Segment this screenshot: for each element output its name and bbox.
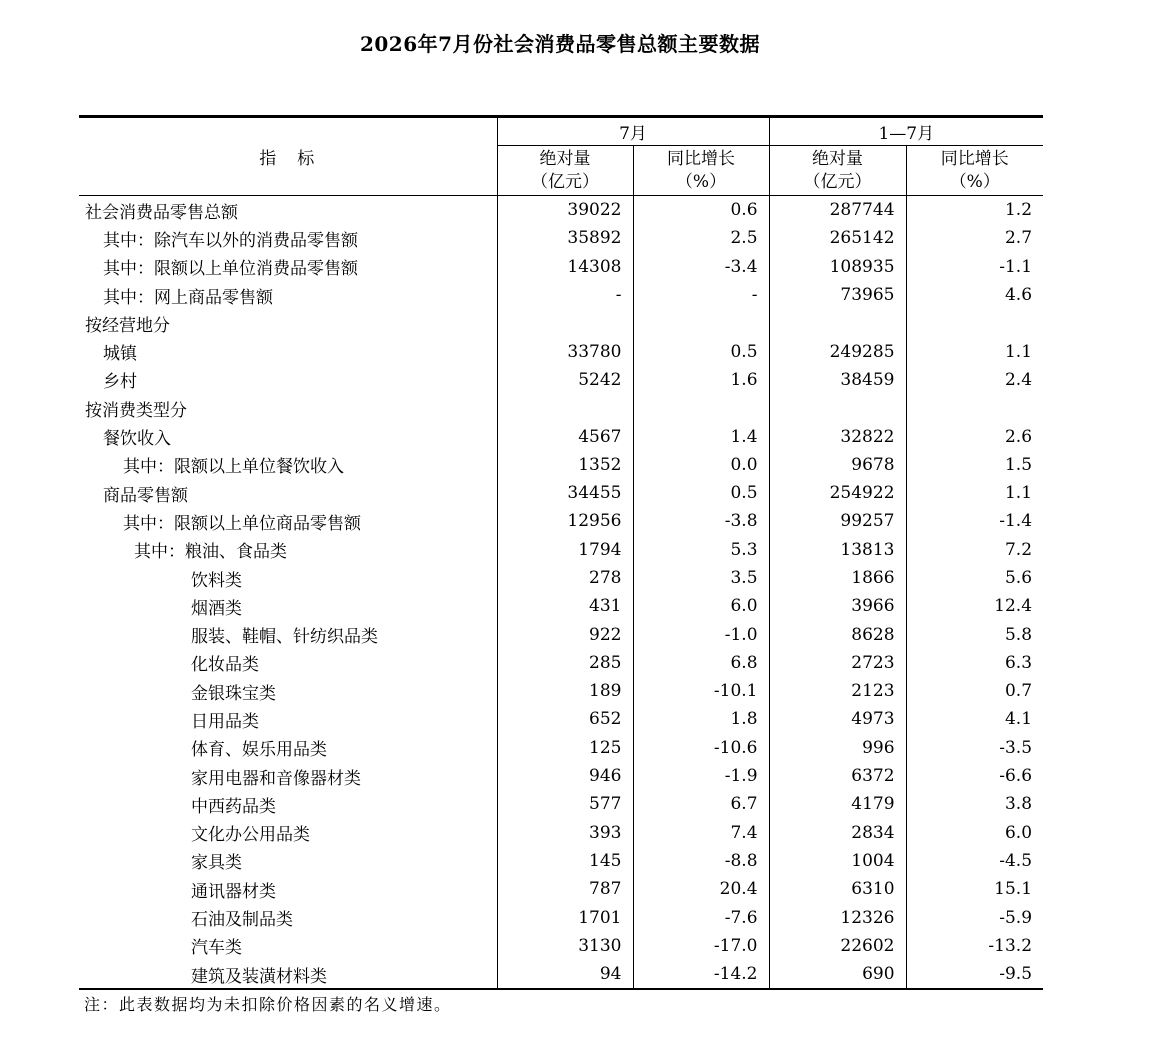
month-growth-cell: -17.0 xyxy=(633,932,769,960)
month-growth-cell: -8.8 xyxy=(633,847,769,875)
month-growth-cell xyxy=(633,394,769,422)
row-label: 乡村 xyxy=(79,366,497,394)
ytd-growth-cell: -9.5 xyxy=(906,960,1043,989)
row-label: 餐饮收入 xyxy=(79,422,497,450)
month-growth-cell: -1.9 xyxy=(633,762,769,790)
row-label: 城镇 xyxy=(79,337,497,365)
ytd-abs-cell: 32822 xyxy=(769,422,906,450)
ytd-abs-cell: 3966 xyxy=(769,592,906,620)
month-growth-cell: 0.6 xyxy=(633,196,769,225)
abs-unit: （亿元） xyxy=(803,171,872,192)
month-growth-cell: 6.7 xyxy=(633,790,769,818)
row-label: 通讯器材类 xyxy=(79,875,497,903)
ytd-growth-cell: -4.5 xyxy=(999,850,1033,871)
month-abs-cell: 39022 xyxy=(497,196,633,225)
ytd-growth-cell: 1.5 xyxy=(1004,454,1033,475)
ytd-abs-cell: 2834 xyxy=(769,819,906,847)
ytd-growth-cell: -13.2 xyxy=(988,935,1033,956)
table-body xyxy=(79,196,1043,990)
table-row xyxy=(79,819,1043,847)
ytd-abs-cell xyxy=(769,394,906,422)
table-row xyxy=(79,337,1043,365)
retail-sales-table xyxy=(79,115,1043,990)
row-label: 金银珠宝类 xyxy=(79,677,497,705)
row-label: 其中：除汽车以外的消费品零售额 xyxy=(79,224,497,252)
month-growth-header xyxy=(633,146,769,196)
table-row xyxy=(79,479,1043,507)
ytd-abs-cell: 12326 xyxy=(769,903,906,931)
month-growth-cell: 1.4 xyxy=(633,422,769,450)
month-growth-cell: 5.3 xyxy=(633,536,769,564)
table-row xyxy=(79,875,1043,903)
table-row xyxy=(79,847,1043,875)
row-label: 汽车类 xyxy=(79,932,497,960)
table-row xyxy=(79,903,1043,931)
row-label: 石油及制品类 xyxy=(79,903,497,931)
ytd-growth-cell: 6.3 xyxy=(1004,652,1033,673)
table-header xyxy=(79,117,1043,196)
ytd-growth-cell: -5.9 xyxy=(999,907,1033,928)
ytd-abs-header xyxy=(769,146,906,196)
month-abs-cell: - xyxy=(497,281,633,309)
table-row xyxy=(79,705,1043,733)
month-growth-cell xyxy=(633,309,769,337)
ytd-growth-cell: 12.4 xyxy=(994,596,1033,617)
ytd-abs-cell: 6310 xyxy=(769,875,906,903)
table-row xyxy=(79,677,1043,705)
table-row xyxy=(79,422,1043,450)
growth-unit: （%） xyxy=(675,171,727,192)
table-row xyxy=(79,224,1043,252)
ytd-growth-cell xyxy=(906,394,1043,422)
ytd-abs-cell: 6372 xyxy=(769,762,906,790)
row-label: 烟酒类 xyxy=(79,592,497,620)
ytd-abs-cell: 38459 xyxy=(769,366,906,394)
month-growth-cell: 0.5 xyxy=(633,337,769,365)
ytd-period-header: 1—7月 xyxy=(769,117,1043,146)
abs-label: 绝对量 xyxy=(539,148,591,169)
month-abs-cell: 4567 xyxy=(497,422,633,450)
row-label: 饮料类 xyxy=(79,564,497,592)
month-abs-cell: 922 xyxy=(497,620,633,648)
ytd-abs-cell: 2723 xyxy=(769,649,906,677)
ytd-abs-cell: 9678 xyxy=(769,451,906,479)
ytd-abs-cell: 73965 xyxy=(769,281,906,309)
ytd-abs-cell: 99257 xyxy=(769,507,906,535)
month-abs-cell: 1701 xyxy=(497,903,633,931)
month-abs-cell: 652 xyxy=(497,705,633,733)
month-growth-cell: 1.8 xyxy=(633,705,769,733)
row-label: 社会消费品零售总额 xyxy=(79,196,497,225)
row-label: 家用电器和音像器材类 xyxy=(79,762,497,790)
row-label: 按经营地分 xyxy=(79,309,497,337)
table-row xyxy=(79,620,1043,648)
ytd-growth-cell: 5.6 xyxy=(1004,568,1033,588)
month-period-header: 7月 xyxy=(497,117,769,146)
ytd-abs-cell: 254922 xyxy=(769,479,906,507)
ytd-growth-cell: 4.6 xyxy=(1004,285,1033,306)
table-row xyxy=(79,309,1043,337)
table-row xyxy=(79,253,1043,281)
month-growth-cell: 1.6 xyxy=(633,366,769,394)
month-abs-cell: 285 xyxy=(497,649,633,677)
table-row xyxy=(79,762,1043,790)
ytd-growth-cell: 7.2 xyxy=(1004,539,1033,560)
table-row xyxy=(79,592,1043,620)
growth-label: 同比增长 xyxy=(940,148,1009,169)
abs-unit: （亿元） xyxy=(531,171,599,192)
month-abs-cell: 145 xyxy=(497,847,633,875)
month-growth-cell: -7.6 xyxy=(633,903,769,931)
ytd-growth-cell: 0.7 xyxy=(1004,681,1033,702)
table-row xyxy=(79,536,1043,564)
table-row xyxy=(79,932,1043,960)
ytd-growth-cell: -1.4 xyxy=(999,511,1033,532)
month-growth-cell: 2.5 xyxy=(633,224,769,252)
month-abs-cell: 125 xyxy=(497,734,633,762)
row-label: 其中：限额以上单位消费品零售额 xyxy=(79,253,497,281)
month-abs-header xyxy=(497,146,633,196)
row-label: 其中：网上商品零售额 xyxy=(79,281,497,309)
ytd-growth-cell: -6.6 xyxy=(999,766,1033,787)
table-row xyxy=(79,366,1043,394)
ytd-growth-cell xyxy=(906,309,1043,337)
month-abs-cell xyxy=(497,309,633,337)
month-abs-cell: 12956 xyxy=(497,507,633,535)
month-abs-cell: 189 xyxy=(497,677,633,705)
row-label: 服装、鞋帽、针纺织品类 xyxy=(79,620,497,648)
month-growth-cell: -1.0 xyxy=(633,620,769,648)
row-label: 日用品类 xyxy=(79,705,497,733)
ytd-abs-cell: 22602 xyxy=(769,932,906,960)
month-abs-cell: 3130 xyxy=(497,932,633,960)
growth-label: 同比增长 xyxy=(667,148,735,169)
month-growth-cell: 0.0 xyxy=(633,451,769,479)
month-abs-cell: 278 xyxy=(497,564,633,592)
abs-label: 绝对量 xyxy=(812,148,864,169)
page-title: 2026年7月份社会消费品零售总额主要数据 xyxy=(359,32,761,56)
month-abs-cell: 34455 xyxy=(497,479,633,507)
month-growth-cell: -10.6 xyxy=(633,734,769,762)
ytd-abs-cell: 287744 xyxy=(769,196,906,225)
row-label: 商品零售额 xyxy=(79,479,497,507)
row-label: 其中：限额以上单位餐饮收入 xyxy=(79,451,497,479)
month-abs-cell: 431 xyxy=(497,592,633,620)
row-label: 中西药品类 xyxy=(79,790,497,818)
table-row xyxy=(79,196,1043,225)
ytd-abs-cell: 4973 xyxy=(769,705,906,733)
ytd-growth-cell: 2.7 xyxy=(1004,228,1033,249)
ytd-growth-cell: 2.4 xyxy=(1004,369,1033,390)
ytd-abs-cell: 996 xyxy=(769,734,906,762)
ytd-growth-cell: 1.1 xyxy=(1004,341,1033,362)
row-label: 其中：粮油、食品类 xyxy=(79,536,497,564)
table-row xyxy=(79,564,1043,592)
month-growth-cell: 7.4 xyxy=(633,819,769,847)
month-abs-cell: 33780 xyxy=(497,337,633,365)
month-abs-cell: 577 xyxy=(497,790,633,818)
month-growth-cell: -3.8 xyxy=(633,507,769,535)
ytd-growth-cell: 4.1 xyxy=(1004,709,1033,730)
month-abs-cell xyxy=(497,394,633,422)
ytd-growth-cell: -1.1 xyxy=(999,256,1033,277)
row-label: 文化办公用品类 xyxy=(79,819,497,847)
table-row xyxy=(79,734,1043,762)
month-growth-cell: 20.4 xyxy=(633,875,769,903)
row-label: 按消费类型分 xyxy=(79,394,497,422)
ytd-abs-cell: 249285 xyxy=(769,337,906,365)
month-growth-cell: 0.5 xyxy=(633,479,769,507)
row-label: 家具类 xyxy=(79,847,497,875)
growth-unit: （%） xyxy=(949,171,1000,192)
ytd-growth-cell: 2.6 xyxy=(1004,426,1033,447)
ytd-growth-header xyxy=(906,146,1043,196)
ytd-abs-cell: 1866 xyxy=(769,564,906,592)
ytd-abs-cell xyxy=(769,309,906,337)
month-abs-cell: 393 xyxy=(497,819,633,847)
month-abs-cell: 946 xyxy=(497,762,633,790)
month-abs-cell: 14308 xyxy=(497,253,633,281)
month-abs-cell: 787 xyxy=(497,875,633,903)
table-row xyxy=(79,394,1043,422)
month-growth-cell: -3.4 xyxy=(633,253,769,281)
ytd-abs-cell: 8628 xyxy=(769,620,906,648)
month-abs-cell: 1794 xyxy=(497,536,633,564)
indicator-header: 指 标 xyxy=(79,117,497,196)
ytd-abs-cell: 265142 xyxy=(769,224,906,252)
ytd-abs-cell: 4179 xyxy=(769,790,906,818)
month-abs-cell: 1352 xyxy=(497,451,633,479)
month-abs-cell: 5242 xyxy=(497,366,633,394)
month-abs-cell: 35892 xyxy=(497,224,633,252)
month-growth-cell: 6.0 xyxy=(633,592,769,620)
row-label: 其中：限额以上单位商品零售额 xyxy=(79,507,497,535)
month-growth-cell: 3.5 xyxy=(633,564,769,592)
ytd-growth-cell: 5.8 xyxy=(1004,624,1033,645)
month-abs-cell: 94 xyxy=(497,960,633,989)
month-growth-cell: -14.2 xyxy=(633,960,769,989)
ytd-growth-cell: -3.5 xyxy=(999,737,1033,758)
ytd-abs-cell: 108935 xyxy=(769,253,906,281)
footnote: 注：此表数据均为未扣除价格因素的名义增速。 xyxy=(84,995,452,1014)
row-label: 化妆品类 xyxy=(79,649,497,677)
month-growth-cell: 6.8 xyxy=(633,649,769,677)
ytd-growth-cell: 1.1 xyxy=(1004,483,1033,504)
table-row xyxy=(79,507,1043,535)
table-row xyxy=(79,281,1043,309)
table-row xyxy=(79,960,1043,989)
ytd-abs-cell: 13813 xyxy=(769,536,906,564)
month-growth-cell: -10.1 xyxy=(633,677,769,705)
ytd-abs-cell: 2123 xyxy=(769,677,906,705)
ytd-growth-cell: 15.1 xyxy=(994,879,1033,900)
ytd-growth-cell: 6.0 xyxy=(1004,822,1033,843)
ytd-growth-cell: 1.2 xyxy=(1004,200,1033,221)
month-growth-cell: - xyxy=(633,281,769,309)
table-row xyxy=(79,649,1043,677)
ytd-growth-cell: 3.8 xyxy=(1004,794,1033,815)
row-label: 建筑及装潢材料类 xyxy=(79,960,497,989)
table-row xyxy=(79,790,1043,818)
ytd-abs-cell: 690 xyxy=(769,960,906,989)
table-row xyxy=(79,451,1043,479)
row-label: 体育、娱乐用品类 xyxy=(79,734,497,762)
ytd-abs-cell: 1004 xyxy=(769,847,906,875)
